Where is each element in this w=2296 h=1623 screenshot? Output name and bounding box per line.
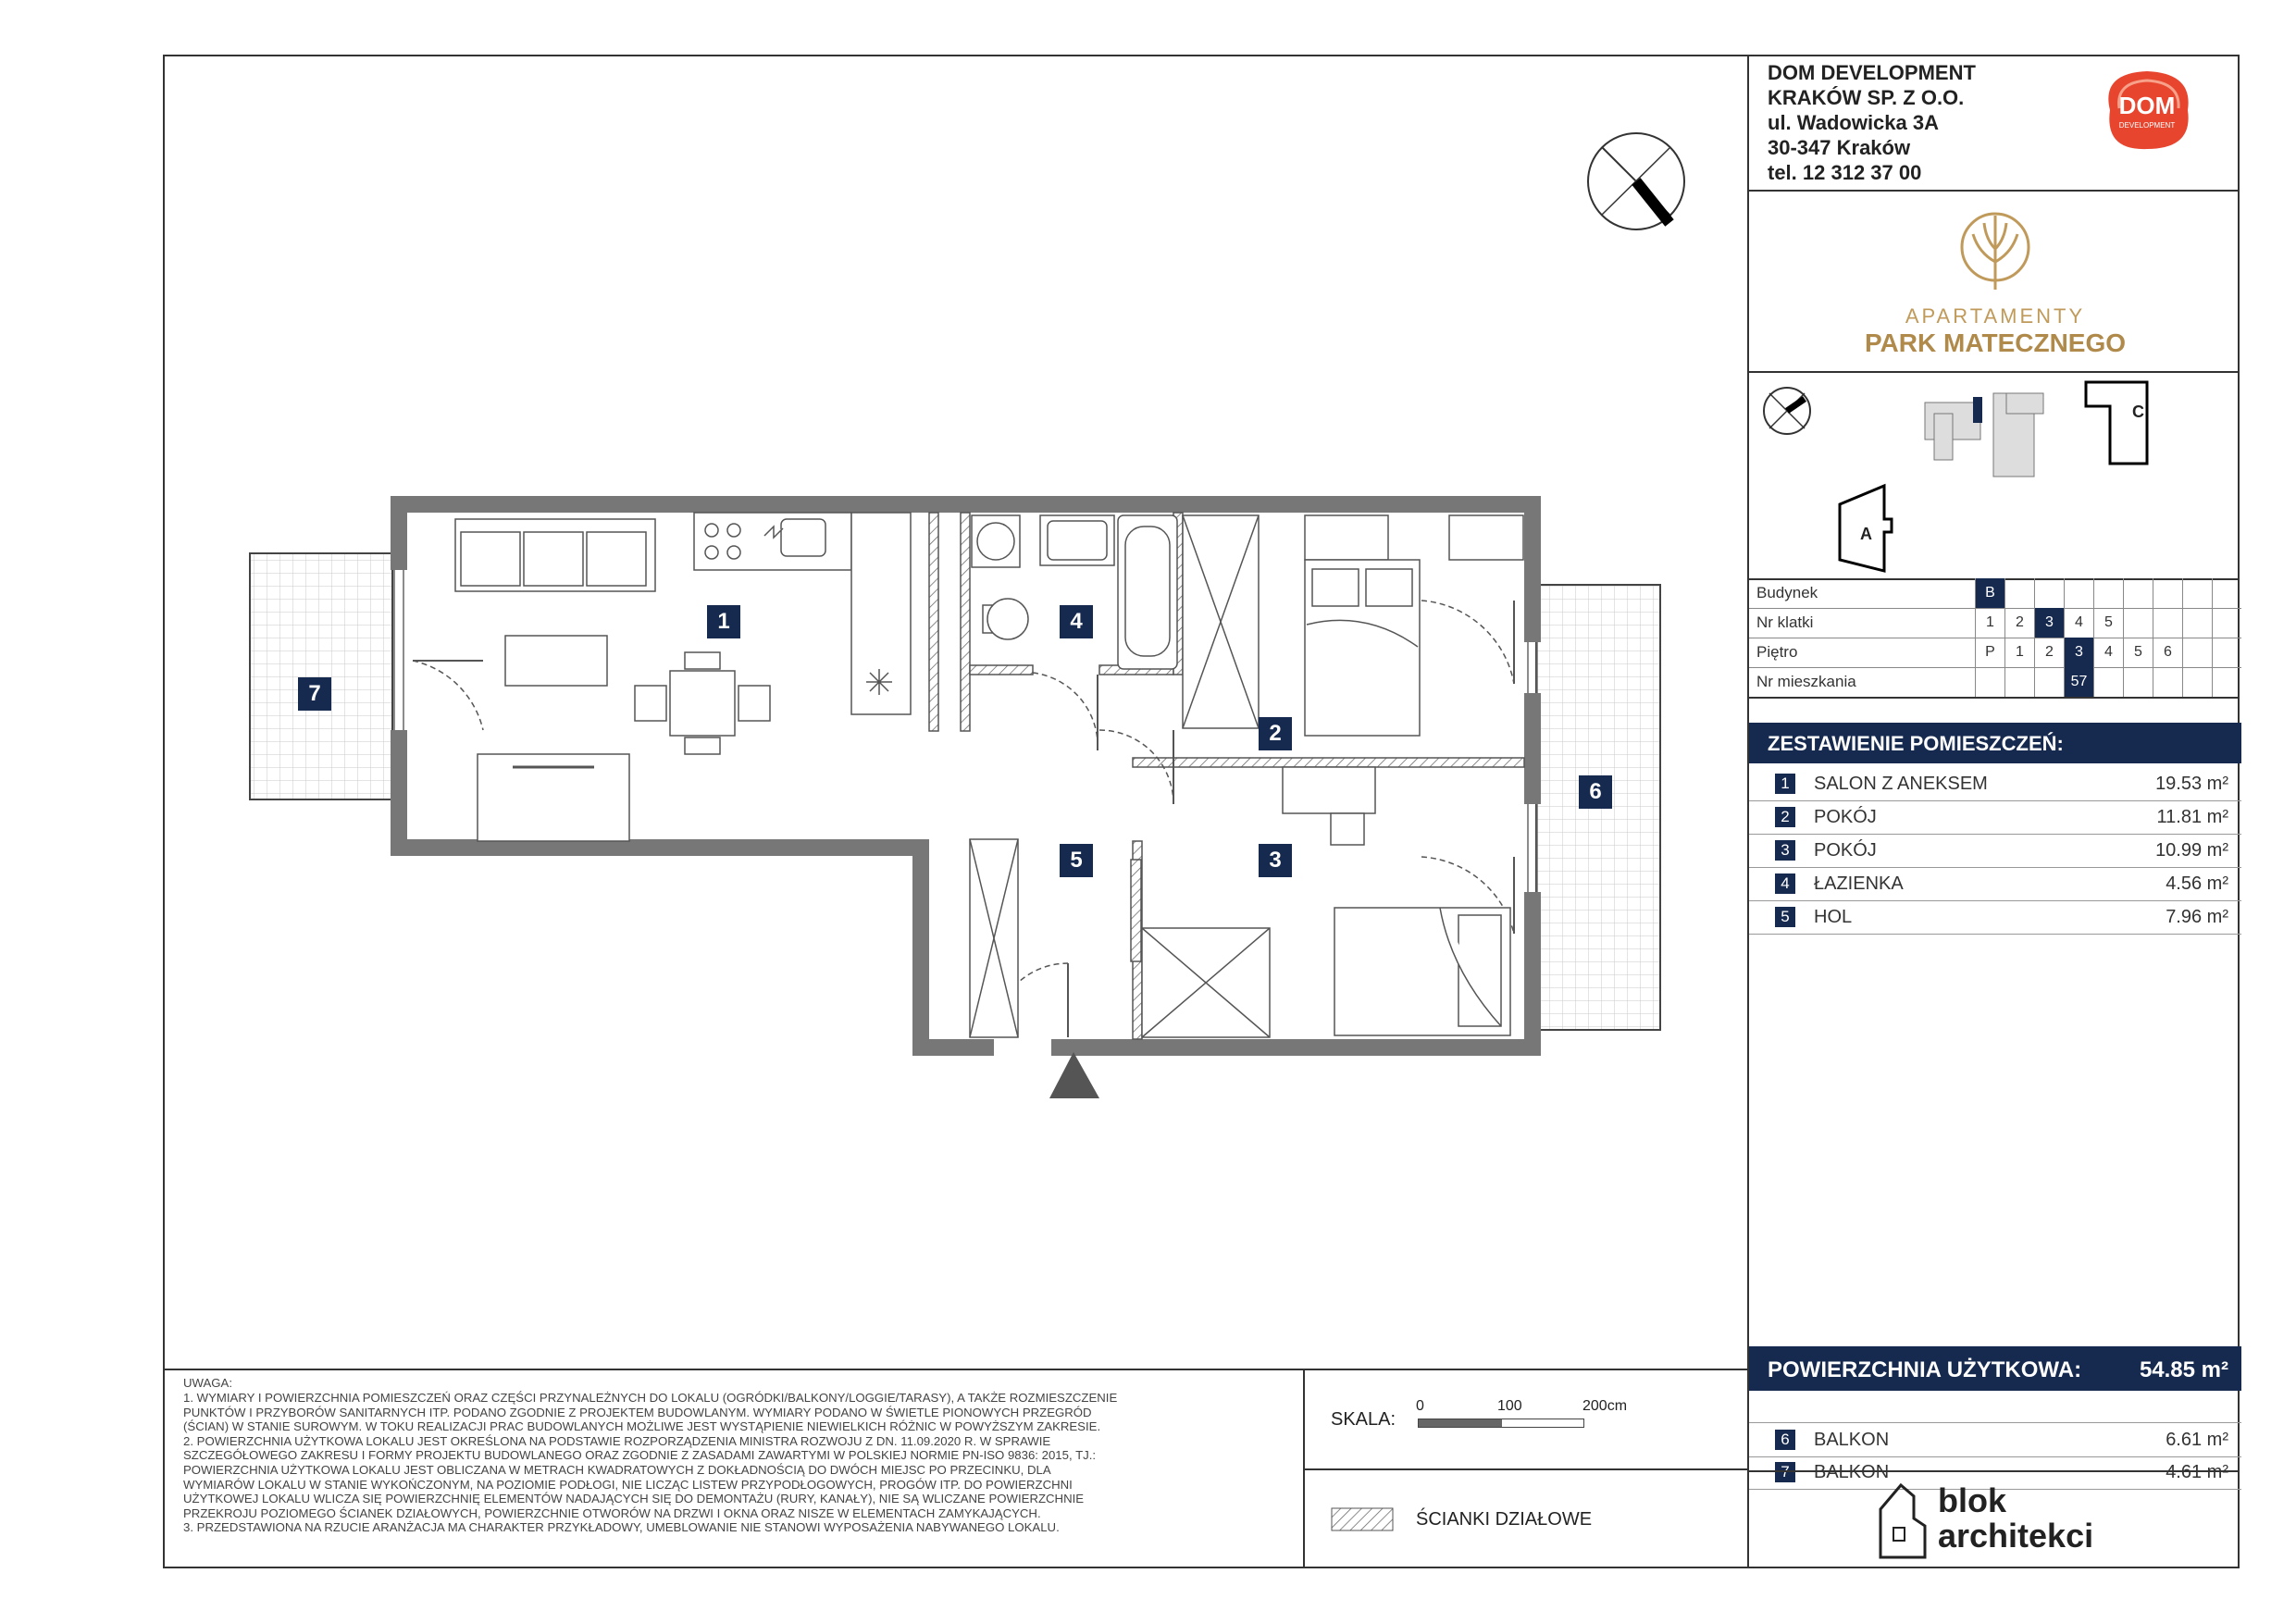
coffee-table bbox=[505, 636, 607, 686]
architect-name-1: blok bbox=[1938, 1481, 2007, 1519]
room-area: 11.81 m² bbox=[2156, 807, 2228, 827]
floor-label: Piętro bbox=[1756, 643, 1798, 661]
floor-2: 2 bbox=[2034, 638, 2064, 667]
note-line: (ŚCIAN) W STANIE SUROWYM. W TOKU REALIZACJI PRAC BUDOWLANYCH MOŻLIWE JEST WYSTĄPIENIE NIEWIELKICH RÓŻNIC W POWYŻSZYM ZAKRESIE. bbox=[183, 1419, 1101, 1434]
extra-area: 6.61 m² bbox=[2166, 1430, 2228, 1450]
project-logo bbox=[1749, 190, 2241, 371]
room-label-5: 5 bbox=[1060, 844, 1093, 877]
floor-plan-drawing bbox=[163, 55, 1747, 1369]
floor-plan bbox=[163, 55, 1747, 1369]
room-label-7: 7 bbox=[298, 677, 331, 711]
sofa bbox=[455, 519, 655, 591]
room-number: 3 bbox=[1775, 840, 1795, 861]
building-a-label: A bbox=[1860, 525, 1872, 543]
architect-block bbox=[1749, 1470, 2241, 1568]
partition-legend-icon bbox=[1331, 1507, 1394, 1531]
total-area-label: POWIERZCHNIA UŻYTKOWA: bbox=[1768, 1357, 2082, 1382]
project-name-line2: PARK MATECZNEGO bbox=[1864, 328, 2127, 357]
project-name-line1: APARTAMENTY bbox=[1905, 304, 2086, 328]
notes-block bbox=[163, 1369, 1303, 1568]
extra-row bbox=[1749, 1422, 2241, 1457]
bed-room-2 bbox=[1305, 515, 1523, 736]
scale-tick-2: 200cm bbox=[1582, 1398, 1628, 1414]
staircase-label: Nr klatki bbox=[1756, 613, 1814, 631]
balcony-7 bbox=[250, 553, 392, 799]
floor-6: 6 bbox=[2153, 638, 2182, 667]
total-area-value: 54.85 m² bbox=[2139, 1357, 2228, 1382]
room-name: SALON Z ANEKSEM bbox=[1814, 774, 1988, 794]
info-panel bbox=[1747, 55, 2240, 1568]
scale-bar bbox=[1418, 1419, 1584, 1428]
room-row bbox=[1749, 834, 2241, 868]
room-label-4: 4 bbox=[1060, 605, 1093, 638]
company-city: 30-347 Kraków bbox=[1768, 136, 1911, 159]
room-number: 4 bbox=[1775, 873, 1795, 894]
grid-row-building bbox=[1749, 578, 2241, 609]
floor-5: 5 bbox=[2123, 638, 2153, 667]
apartment-label: Nr mieszkania bbox=[1756, 673, 1856, 690]
room-number: 1 bbox=[1775, 774, 1795, 794]
room-label-2: 2 bbox=[1259, 717, 1292, 750]
dining-table bbox=[635, 652, 770, 754]
site-compass-icon bbox=[1762, 386, 1812, 436]
floor-p: P bbox=[1975, 638, 2004, 667]
extra-area: 4.61 m² bbox=[2166, 1462, 2228, 1482]
note-line: PRZEKROJU POZIOMEGO ŚCIANEK DZIAŁOWYCH, POWIERZCHNIE OTWORÓW NA DRZWI I OKNA ORAZ NISZE W ELEMENTACH ZAMYKAJĄCYCH. bbox=[183, 1505, 1041, 1520]
scale-tick-1: 100 bbox=[1497, 1398, 1522, 1414]
scale-block bbox=[1303, 1369, 1747, 1568]
staircase-3: 3 bbox=[2034, 608, 2064, 638]
partition-legend-label: ŚCIANKI DZIAŁOWE bbox=[1416, 1509, 1593, 1530]
room-label-1: 1 bbox=[707, 605, 740, 638]
note-line: POWIERZCHNIA UŻYTKOWA LOKALU JEST OBLICZANA W METRACH KWADRATOWYCH Z DOKŁADNOŚCIĄ DO DWÓCH MIEJSC PO PRZECINKU, DLA bbox=[183, 1462, 1051, 1477]
room-area: 19.53 m² bbox=[2155, 774, 2228, 794]
note-line: WYMIARÓW LOKALU W STANIE WYKOŃCZONYM, NA POZIOMIE PODŁOGI, NIE LICZĄC LISTEW PRZYPODŁOGOWYCH, PROGÓW ITP. DO POWIERZCHNI bbox=[183, 1477, 1073, 1492]
staircase-4: 4 bbox=[2064, 608, 2093, 638]
room-label-3: 3 bbox=[1259, 844, 1292, 877]
company-street: ul. Wadowicka 3A bbox=[1768, 111, 1940, 134]
furniture-room-3 bbox=[1142, 767, 1510, 1037]
note-line: SZCZEGÓŁOWEGO ZAKRESU I FORMY PROJEKTU BUDOWLANEGO ORAZ ZGODNIE Z ZASADAMI ZAWARTYMI W POLSKIEJ NORMIE PN-ISO 9836: 2015, TJ.: bbox=[183, 1448, 1097, 1463]
room-area: 10.99 m² bbox=[2155, 840, 2228, 861]
note-line: UŻYTKOWEJ LOKALU WLICZA SIĘ POWIERZCHNIĘ ELEMENTÓW NADAJĄCYCH SIĘ DO DEMONTAŻU (RURY, KANAŁY), NIE SĄ WLICZANE POWIERZCHNIE bbox=[183, 1492, 1085, 1506]
hall-wardrobe bbox=[970, 839, 1018, 1037]
apartment-number: 57 bbox=[2064, 667, 2093, 697]
company-phone: tel. 12 312 37 00 bbox=[1768, 161, 1922, 184]
staircase-1: 1 bbox=[1975, 608, 2004, 638]
site-plan bbox=[1749, 371, 2241, 578]
room-area: 4.56 m² bbox=[2166, 873, 2228, 894]
logo-text: DOM bbox=[2118, 92, 2176, 119]
note-line: 1. WYMIARY I POWIERZCHNIA POMIESZCZEŃ ORAZ CZĘŚCI PRZYNALEŻNYCH DO LOKALU (OGRÓDKI/BALKONY/LOGGIE/TARASY), A TAKŻE ROZMIESZCZENIE bbox=[183, 1391, 1118, 1405]
room-row bbox=[1749, 767, 2241, 801]
room-row bbox=[1749, 900, 2241, 935]
room-number: 2 bbox=[1775, 807, 1795, 827]
rooms-header-text: ZESTAWIENIE POMIESZCZEŃ: bbox=[1768, 732, 2064, 755]
staircase-5: 5 bbox=[2093, 608, 2123, 638]
room-name: POKÓJ bbox=[1814, 840, 1877, 861]
floor-4: 4 bbox=[2093, 638, 2123, 667]
floor-3: 3 bbox=[2064, 638, 2093, 667]
architect-name-2: architekci bbox=[1938, 1517, 2094, 1555]
grid-row-floor bbox=[1749, 638, 2241, 668]
notes-title: UWAGA: bbox=[183, 1376, 232, 1390]
room-name: HOL bbox=[1814, 907, 1853, 927]
dom-development-logo bbox=[2091, 64, 2203, 156]
scale-tick-0: 0 bbox=[1416, 1398, 1424, 1414]
total-area-bar bbox=[1749, 1346, 2241, 1391]
logo-subtext: DEVELOPMENT bbox=[2118, 121, 2176, 130]
grid-row-apartment bbox=[1749, 667, 2241, 697]
rooms-header bbox=[1749, 723, 2241, 763]
tree-icon bbox=[1951, 206, 2040, 295]
floor-1: 1 bbox=[2004, 638, 2034, 667]
company-name: DOM DEVELOPMENT bbox=[1768, 61, 1976, 84]
grid-row-staircase bbox=[1749, 608, 2241, 638]
room-name: POKÓJ bbox=[1814, 807, 1877, 827]
bathroom-fixtures bbox=[972, 515, 1259, 728]
building-label: Budynek bbox=[1756, 584, 1818, 601]
room-row bbox=[1749, 867, 2241, 901]
room-number: 5 bbox=[1775, 907, 1795, 927]
extra-name: BALKON bbox=[1814, 1462, 1890, 1482]
staircase-2: 2 bbox=[2004, 608, 2034, 638]
room-area: 7.96 m² bbox=[2166, 907, 2228, 927]
building-c-outline bbox=[2082, 378, 2156, 467]
entrance-arrow-icon bbox=[1049, 1052, 1099, 1098]
extra-number: 7 bbox=[1775, 1462, 1795, 1482]
note-line: 2. POWIERZCHNIA UŻYTKOWA LOKALU JEST OKREŚLONA NA PODSTAWIE ROZPORZĄDZENIA MINISTRA ROZWOJU Z DN. 11.09.2020 R. W SPRAWIE bbox=[183, 1433, 1051, 1448]
north-compass-icon bbox=[1588, 133, 1684, 229]
room-row bbox=[1749, 800, 2241, 835]
site-plan-map bbox=[1916, 386, 2054, 488]
notes-list bbox=[183, 1391, 1294, 1535]
note-line: 3. PRZEDSTAWIONA NA RZUCIE ARANŻACJA MA CHARAKTER PRZYKŁADOWY, UMEBLOWANIE NIE STANOWI WYPOSAŻENIA NABYWANEGO LOKALU. bbox=[183, 1520, 1060, 1535]
scale-label: SKALA: bbox=[1331, 1409, 1396, 1430]
company-address bbox=[1768, 60, 1976, 185]
note-line: PUNKTÓW I PRZYBORÓW SANITARNYCH ITP. PODANO ZGODNIE Z PROJEKTEM BUDOWLANYM. WYMIARY PODANO W ŚWIETLE PIONOWYCH PRZEGRÓD bbox=[183, 1405, 1092, 1419]
extra-number: 6 bbox=[1775, 1430, 1795, 1450]
room-name: ŁAZIENKA bbox=[1814, 873, 1904, 894]
building-c-label: C bbox=[2132, 403, 2144, 421]
company-subname: KRAKÓW SP. Z O.O. bbox=[1768, 86, 1965, 109]
extra-name: BALKON bbox=[1814, 1430, 1890, 1450]
architect-logo-icon bbox=[1877, 1481, 1929, 1561]
building-value: B bbox=[1975, 578, 2004, 608]
room-label-6: 6 bbox=[1579, 775, 1612, 809]
